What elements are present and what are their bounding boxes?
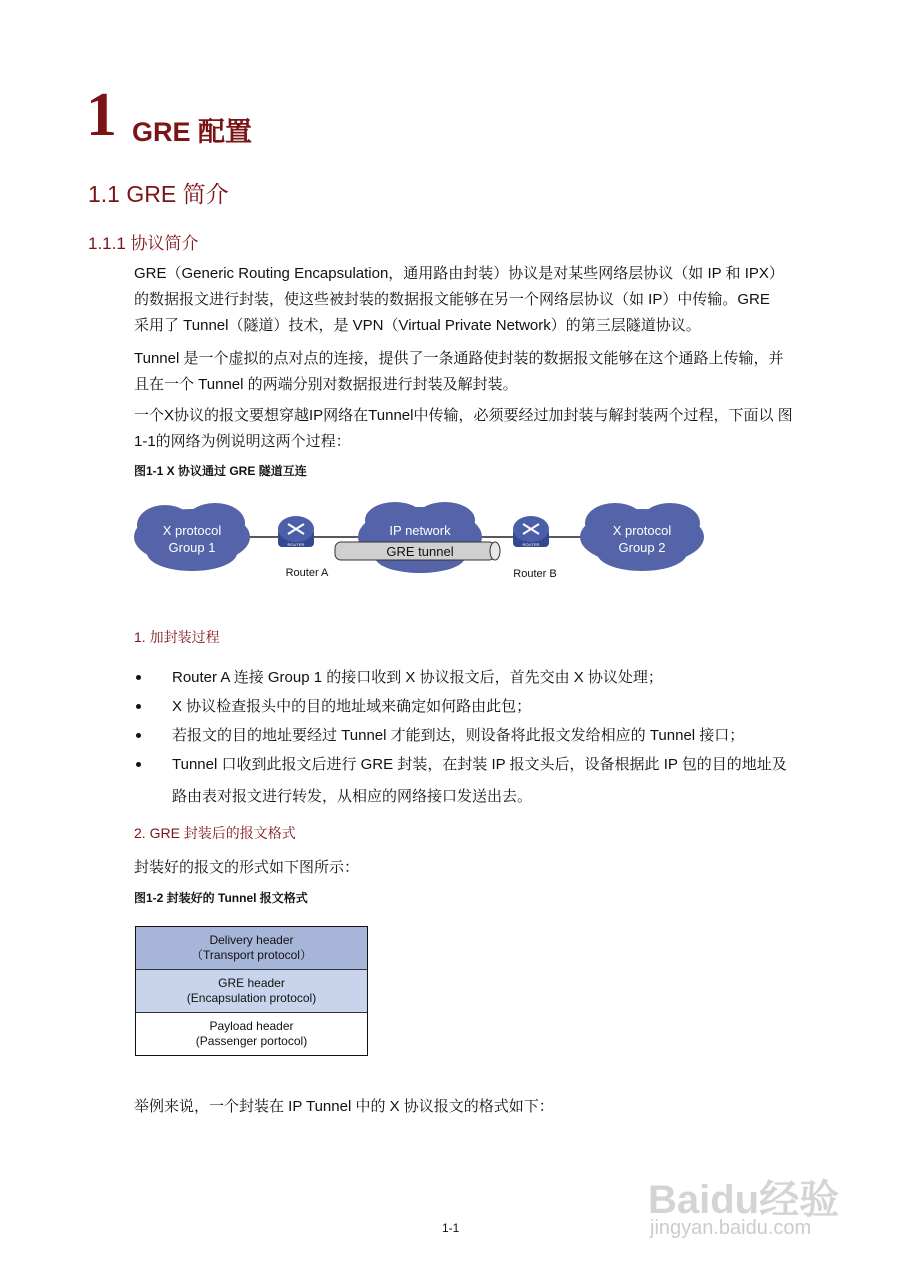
router-b-icon [513,516,549,547]
bullet-icon [136,704,141,709]
page-number: 1-1 [442,1221,460,1235]
bullet-icon [136,733,141,738]
bullet-icon [136,762,141,767]
svg-text:Group 1: Group 1 [168,540,216,555]
paragraph-line: Tunnel 是一个虚拟的点对点的连接，提供了一条通路使封装的数据报文能够在这个通路上传输，并 [134,350,784,367]
paragraph-line: 的数据报文进行封装，使这些被封装的数据报文能够在另一个网络层协议（如 IP）中传输。GRE [134,291,770,308]
paragraph-line: 采用了 Tunnel（隧道）技术，是 VPN（Virtual Private Network）的第三层隧道协议。 [134,317,701,334]
paragraph-line: 且在一个 Tunnel 的两端分别对数据报进行封装及解封装。 [134,376,518,393]
paragraph-line: 一个X协议的报文要想穿越IP网络在Tunnel中传输，必须要经过加封装与解封装两个过程，下面以 图 [134,407,793,424]
svg-text:GRE tunnel: GRE tunnel [386,544,454,559]
gre-header-row: GRE header (Encapsulation protocol) [136,969,367,1012]
svg-text:X protocol: X protocol [162,523,222,538]
bullet-item-continued: 路由表对报文进行转发，从相应的网络接口发送出去。 [172,788,533,805]
svg-text:Router B: Router B [513,568,557,580]
subsection-title: 1.1.1 协议简介 [88,234,199,253]
svg-text:X protocol: X protocol [612,523,672,538]
packet-format-table [135,926,368,1056]
svg-text:Router A: Router A [285,567,329,579]
bullet-item: Router A 连接 Group 1 的接口收到 X 协议报文后，首先交由 X 协议处理； [172,669,663,686]
watermark-logo: Baidu经验 [648,1178,840,1222]
figure2-caption: 图1-2 封装好的 Tunnel 报文格式 [134,891,308,905]
paragraph-line: GRE（Generic Routing Encapsulation，通用路由封装）协议是对某些网络层协议（如 IP 和 IPX） [134,265,784,282]
heading-encapsulation-process: 1. 加封装过程 [134,629,220,645]
chapter-number: 1 [86,81,117,149]
paragraph-line: 1-1的网络为例说明这两个过程： [134,433,351,450]
svg-text:ROUTER: ROUTER [287,542,305,547]
svg-text:ROUTER: ROUTER [522,542,540,547]
bullet-item: Tunnel 口收到此报文后进行 GRE 封装，在封装 IP 报文头后，设备根据此 IP 包的目的地址及 [172,756,787,773]
bullet-item: 若报文的目的地址要经过 Tunnel 才能到达，则设备将此报文发给相应的 Tunnel 接口； [172,727,745,744]
delivery-header-row: Delivery header （Transport protocol） [136,927,367,969]
paragraph: 举例来说，一个封装在 IP Tunnel 中的 X 协议报文的格式如下： [134,1098,554,1115]
bullet-item: X 协议检查报头中的目的地址域来确定如何路由此包； [172,698,532,715]
gre-network-diagram [120,495,720,590]
svg-text:Group 2: Group 2 [618,540,666,555]
paragraph: 封装好的报文的形式如下图所示： [134,859,360,876]
svg-text:IP network: IP network [389,523,451,538]
bullet-icon [136,675,141,680]
heading-packet-format: 2. GRE 封装后的报文格式 [134,825,296,841]
section-title: 1.1 GRE 简介 [88,181,229,207]
payload-header-row: Payload header (Passenger portocol) [136,1012,367,1055]
figure1-caption: 图1-1 X 协议通过 GRE 隧道互连 [134,464,307,478]
chapter-title: GRE 配置 [132,117,253,147]
watermark-url: jingyan.baidu.com [650,1217,812,1239]
router-a-icon [278,516,314,547]
